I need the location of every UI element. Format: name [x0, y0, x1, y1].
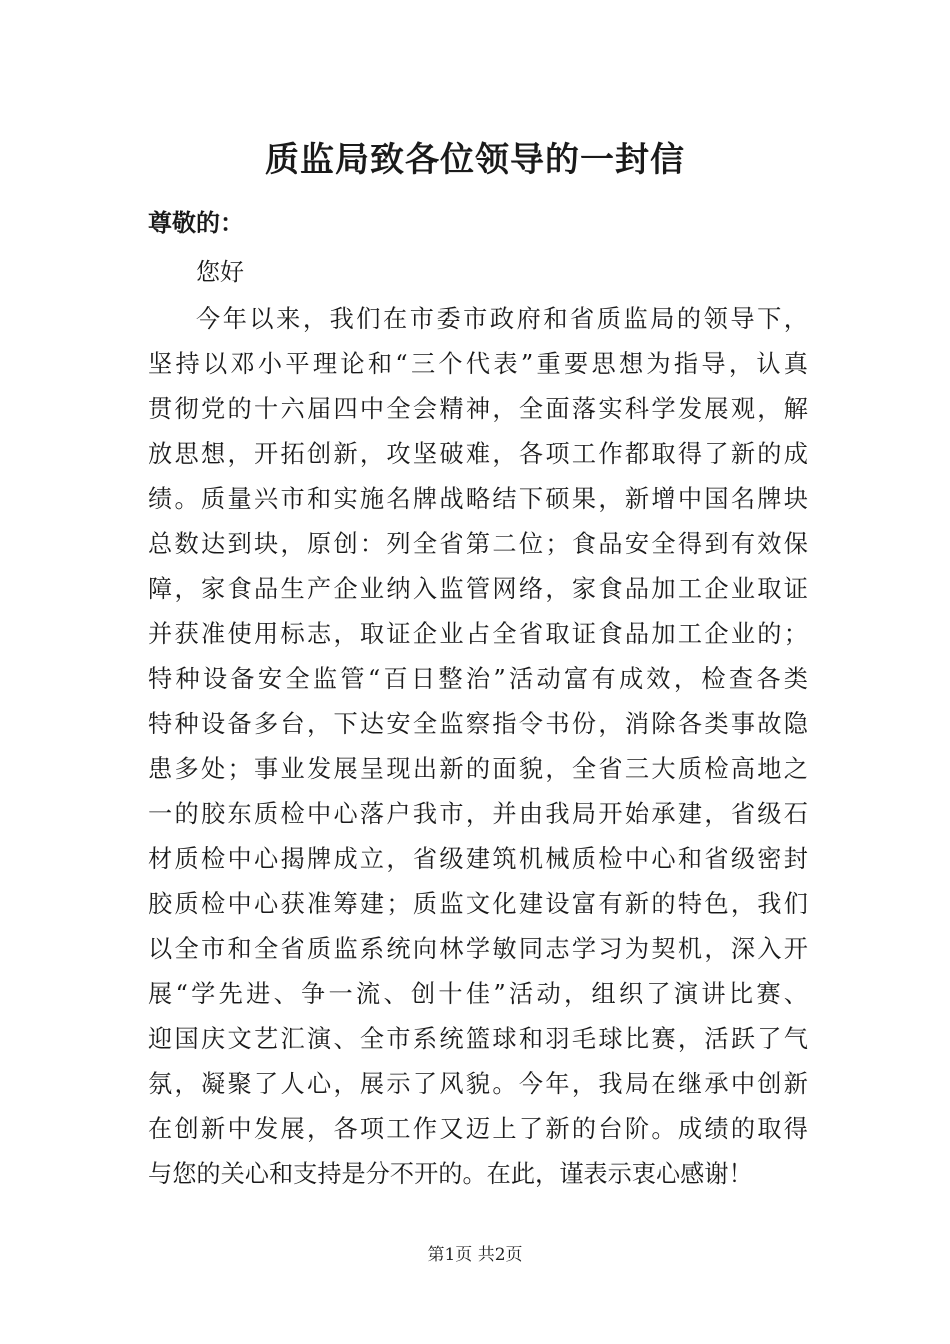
body-line: 贯彻党的十六届四中全会精神，全面落实科学发展观，解: [148, 395, 808, 423]
letter-body: [148, 297, 808, 1197]
body-line: 展“学先进、争一流、创十佳”活动，组织了演讲比赛、: [148, 980, 808, 1008]
body-line: 障，家食品生产企业纳入监管网络，家食品加工企业取证: [148, 575, 808, 603]
body-line: 总数达到块，原创：列全省第二位；食品安全得到有效保: [148, 530, 808, 558]
body-line: 放思想，开拓创新，攻坚破难，各项工作都取得了新的成: [148, 440, 808, 468]
body-line: 坚持以邓小平理论和“三个代表”重要思想为指导，认真: [148, 350, 808, 378]
page-footer: 第1页 共2页: [427, 1245, 523, 1265]
body-line: 胶质检中心获准筹建；质监文化建设富有新的特色，我们: [148, 890, 808, 918]
greeting: 您好: [196, 258, 244, 286]
body-line: 氛，凝聚了人心，展示了风貌。今年，我局在继承中创新: [148, 1070, 808, 1098]
body-line: 以全市和全省质监系统向林学敏同志学习为契机，深入开: [148, 935, 808, 963]
document-title: 质监局致各位领导的一封信: [265, 140, 685, 180]
body-line: 特种设备多台，下达安全监察指令书份，消除各类事故隐: [148, 710, 808, 738]
body-line: 材质检中心揭牌成立，省级建筑机械质检中心和省级密封: [148, 845, 808, 873]
body-line: 迎国庆文艺汇演、全市系统篮球和羽毛球比赛，活跃了气: [148, 1025, 808, 1053]
body-line: 一的胶东质检中心落户我市，并由我局开始承建，省级石: [148, 800, 808, 828]
body-line: 绩。质量兴市和实施名牌战略结下硕果，新增中国名牌块: [148, 485, 808, 513]
body-line: 与您的关心和支持是分不开的。在此，谨表示衷心感谢！: [148, 1160, 753, 1188]
body-line: 并获准使用标志，取证企业占全省取证食品加工企业的；: [148, 620, 808, 648]
body-line: 特种设备安全监管“百日整治”活动富有成效，检查各类: [148, 665, 808, 693]
body-line: 患多处；事业发展呈现出新的面貌，全省三大质检高地之: [148, 755, 808, 783]
body-line: 在创新中发展，各项工作又迈上了新的台阶。成绩的取得: [148, 1115, 808, 1143]
body-line: 今年以来，我们在市委市政府和省质监局的领导下，: [196, 305, 808, 333]
salutation: 尊敬的：: [148, 208, 244, 237]
